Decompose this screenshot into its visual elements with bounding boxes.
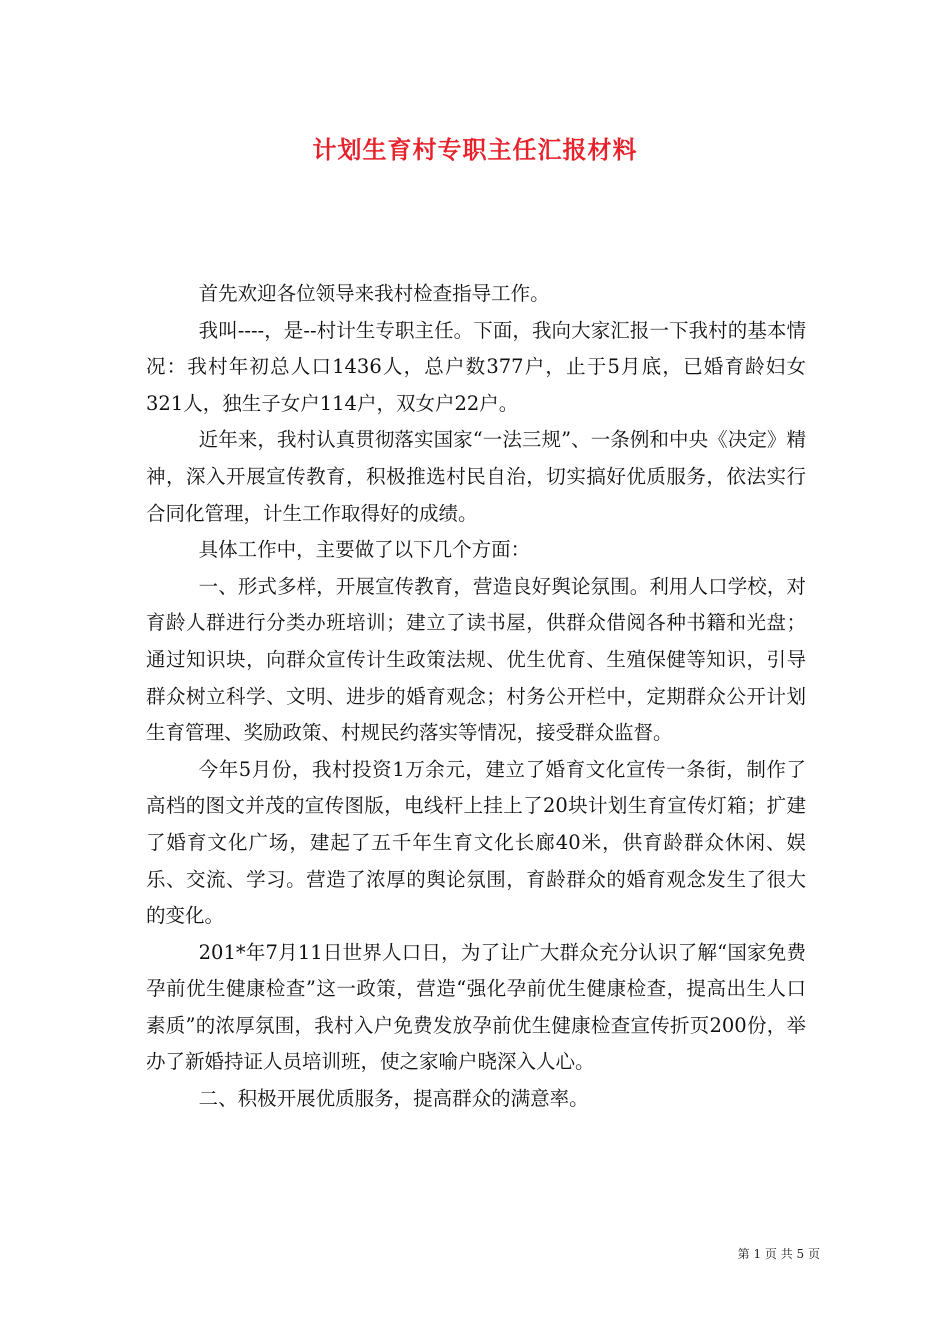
paragraph-may-investment: 今年5月份，我村投资1万余元，建立了婚育文化宣传一条街，制作了高档的图文并茂的宣传图版，电线杆上挂上了20块计划生育宣传灯箱；扩建了婚育文化广场，建起了五千年生育文化长廊40米，供育龄群众休闲、娱乐、交流、学习。营造了浓厚的舆论氛围，育龄群众的婚育观念发生了很大的变化。 xyxy=(146,757,806,928)
document-body xyxy=(146,276,806,1118)
paragraph-work-aspects: 具体工作中，主要做了以下几个方面： xyxy=(198,538,531,562)
paragraph-introduction: 我叫----，是--村计生专职主任。下面，我向大家汇报一下我村的基本情况：我村年初总人口1436人，总户数377户，止于5月底，已婚育龄妇女321人，独生子女户114户，双女户22户。 xyxy=(146,318,806,415)
paragraph-section-two: 二、积极开展优质服务，提高群众的满意率。 xyxy=(198,1087,589,1111)
page-number: 第 1 页 共 5 页 xyxy=(737,1247,820,1261)
paragraph-section-one: 一、形式多样，开展宣传教育，营造良好舆论氛围。利用人口学校，对育龄人群进行分类办班培训；建立了读书屋，供群众借阅各种书籍和光盘；通过知识块，向群众宣传计生政策法规、优生优育、生殖保健等知识，引导群众树立科学、文明、进步的婚育观念；村务公开栏中，定期群众公开计划生育管理、奖励政策、村规民约落实等情况，接受群众监督。 xyxy=(146,574,806,745)
paragraph-population-day: 201*年7月11日世界人口日，为了让广大群众充分认识了解“国家免费孕前优生健康检查”这一政策，营造“强化孕前优生健康检查，提高出生人口素质”的浓厚氛围，我村入户免费发放孕前优生健康检查宣传折页200份，举办了新婚持证人员培训班，使之家喻户晓深入人心。 xyxy=(146,940,806,1074)
paragraph-recent-years: 近年来，我村认真贯彻落实国家“一法三规”、一条例和中央《决定》精神，深入开展宣传教育，积极推选村民自治，切实搞好优质服务，依法实行合同化管理，计生工作取得好的成绩。 xyxy=(146,428,806,525)
document-title: 计划生育村专职主任汇报材料 xyxy=(312,135,638,164)
paragraph-welcome: 首先欢迎各位领导来我村检查指导工作。 xyxy=(198,282,550,305)
